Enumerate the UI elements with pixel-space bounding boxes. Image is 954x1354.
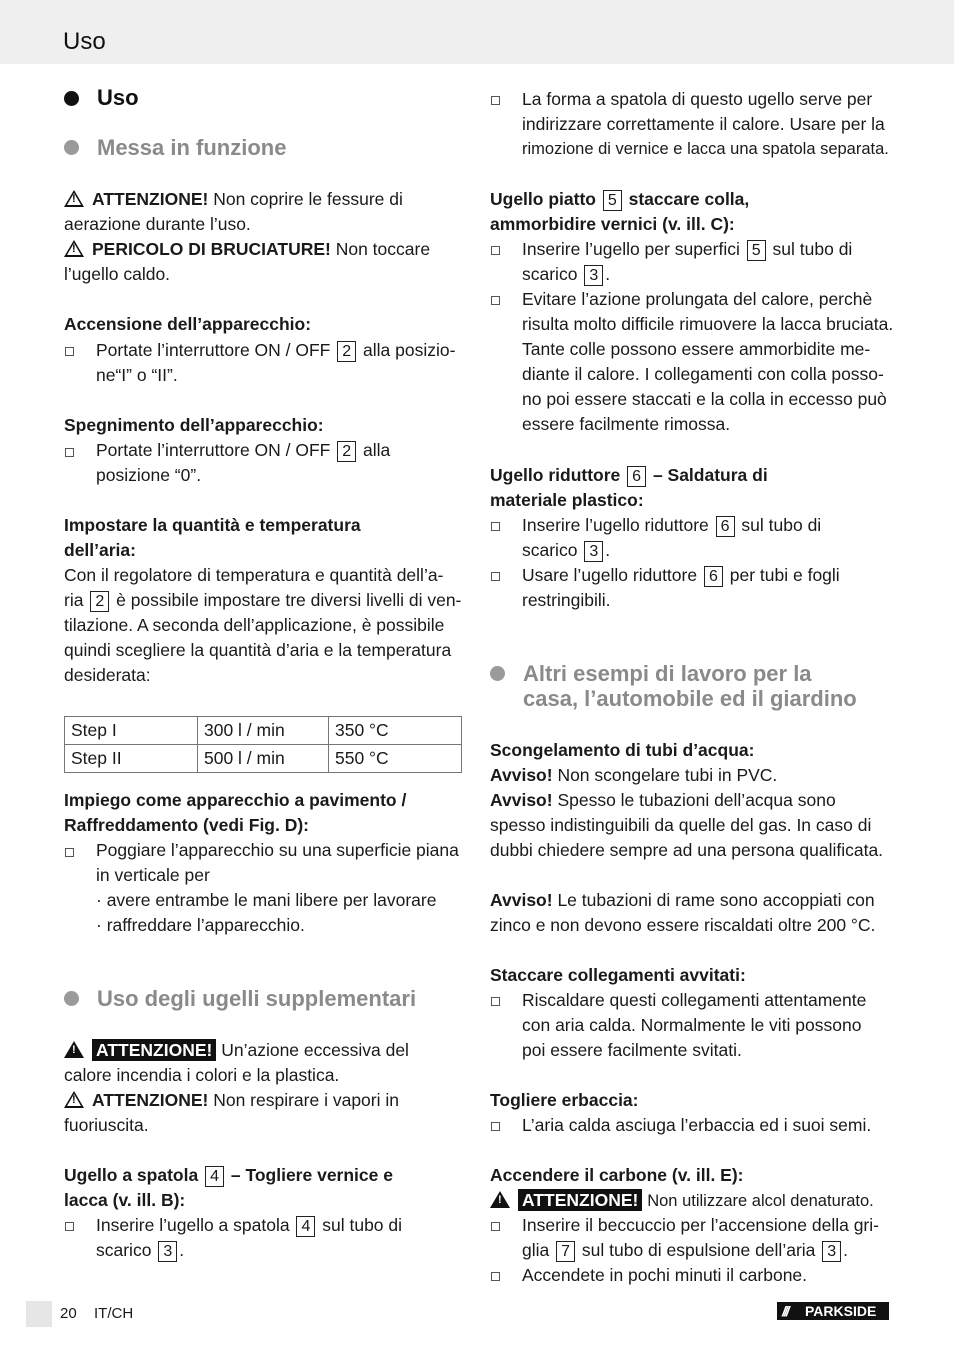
paragraph-line: desiderata: [64,665,151,685]
list-text: rimozione di vernice e lacca una spatola separata. [522,140,889,158]
notice-text: Non scongelare tubi in PVC. [552,765,778,785]
warning-text: Non coprire le fessure di [208,189,403,209]
paragraph-text: ria [64,590,84,610]
list-text: . [843,1240,849,1260]
part-number-box: 7 [556,1241,575,1262]
subheading-spatola [64,1163,393,1188]
notice-text: Le tubazioni di rame sono accoppiati con [552,890,875,910]
list-text: L’aria calda asciuga l’erbaccia ed i suoi semi. [522,1115,872,1135]
warning-paragraph [64,187,403,212]
warning-paragraph [64,1038,409,1063]
table-cell: 350 °C [329,717,462,745]
warning-text: Non utilizzare alcol denaturato. [647,1192,874,1210]
list-text: scarico [522,264,578,284]
warning-label: ATTENZIONE! [92,189,209,209]
air-settings-table [64,716,462,773]
list-text: con aria calda. Normalmente le viti possono [522,1015,862,1035]
list-item [96,1238,184,1263]
warning-text: Un’azione eccessiva del [216,1040,409,1060]
list-text: scarico [96,1240,152,1260]
notice-text: dubbi chiedere sempre ad una persona qualificata. [490,840,884,860]
warning-paragraph [64,1088,399,1113]
warning-triangle-icon: ! [64,1041,84,1058]
list-text: alla posizio- [363,340,456,360]
part-number-box: 2 [90,591,109,612]
list-item [96,1213,402,1238]
list-text: Inserire l’ugello riduttore [522,515,709,535]
list-text: Inserire il beccuccio per l’accensione della gri- [522,1215,879,1235]
subheading-text: – Saldatura di [652,465,768,485]
list-bullet-icon [491,572,500,581]
notice-label: Avviso! [490,890,553,910]
list-text: Portate l’interruttore ON / OFF [96,440,331,460]
brand-logo [777,1302,889,1320]
section-bullet-icon [490,666,505,681]
table-cell: Step II [65,745,198,773]
subheading-impiego: Impiego come apparecchio a pavimento / [64,790,407,810]
page-header [0,0,954,64]
table-row [65,717,462,745]
list-text: La forma a spatola di questo ugello serve per [522,89,873,109]
list-text: sul tubo di [741,515,822,535]
warning-label: ATTENZIONE! [518,1189,642,1211]
list-text: scarico [522,540,578,560]
logo-slashes-icon: /// [782,1303,788,1319]
list-bullet-icon [491,1272,500,1281]
warning-triangle-icon: ! [64,190,84,207]
part-number-box: 3 [584,265,603,286]
list-bullet-icon [65,1222,74,1231]
list-text: Inserire l’ugello per superfici [522,239,740,259]
list-item [96,438,390,463]
section-bullet-icon [64,140,79,155]
heading-messa-in-funzione: Messa in funzione [97,135,287,160]
list-text: in verticale per [96,865,210,885]
list-text: restringibili. [522,590,611,610]
list-text: ne“I” o “II”. [96,365,178,385]
list-item [522,237,852,262]
subheading-spatola: lacca (v. ill. B): [64,1190,186,1210]
list-item [522,513,821,538]
subheading-text: Ugello piatto [490,189,596,209]
paragraph-line: tilazione. A seconda dell’applicazione, è possibile [64,615,445,635]
list-text: · avere entrambe le mani libere per lavorare [96,890,437,910]
subheading-text: Ugello a spatola [64,1165,199,1185]
part-number-box: 3 [822,1241,841,1262]
subheading-riduttore [490,463,768,488]
list-text: . [605,264,611,284]
list-text: risulta molto difficile rimuovere la lacca bruciata. [522,314,894,334]
danger-text: l’ugello caldo. [64,264,171,284]
brand-name: PARKSIDE [805,1303,877,1319]
part-number-box: 3 [158,1241,177,1262]
warning-text: calore incendia i colori e la plastica. [64,1065,340,1085]
section-bullet-icon [64,991,79,1006]
notice-text: Spesso le tubazioni dell’acqua sono [552,790,836,810]
list-bullet-icon [65,448,74,457]
list-text: · raffreddare l’apparecchio. [96,915,305,935]
list-text: Riscaldare questi collegamenti attentamente [522,990,867,1010]
warning-text: Non respirare i vapori in [208,1090,399,1110]
subheading-text: staccare colla, [628,189,750,209]
part-number-box: 6 [704,566,723,587]
section-title-uso: Uso [97,85,139,110]
subheading-accensione: Accensione dell’apparecchio: [64,314,312,334]
subheading-spegnimento: Spegnimento dell’apparecchio: [64,415,324,435]
list-item [522,563,840,588]
part-number-box: 5 [603,190,622,211]
part-number-box: 4 [205,1166,224,1187]
danger-paragraph [64,237,430,262]
subheading-impostare: dell’aria: [64,540,136,560]
list-text: posizione “0”. [96,465,202,485]
list-bullet-icon [491,96,500,105]
list-text: Usare l’ugello riduttore [522,565,698,585]
subheading-scongelamento: Scongelamento di tubi d’acqua: [490,740,755,760]
subheading-piatto: ammorbidire vernici (v. ill. C): [490,214,735,234]
page-number: 20 [60,1305,77,1322]
table-cell: 500 l / min [198,745,329,773]
list-item [522,1238,848,1263]
list-text: . [179,1240,185,1260]
list-item [96,338,455,363]
notice-paragraph [490,763,777,788]
notice-label: Avviso! [490,790,553,810]
list-bullet-icon [491,997,500,1006]
paragraph-line [64,588,461,613]
part-number-box: 5 [747,240,766,261]
page-locale: IT/CH [94,1305,134,1322]
danger-text: Non toccare [330,239,431,259]
table-cell: Step I [65,717,198,745]
warning-paragraph [490,1188,874,1214]
list-bullet-icon [491,1222,500,1231]
part-number-box: 2 [337,341,356,362]
list-bullet-icon [65,848,74,857]
list-text: indirizzare correttamente il calore. Usare per la [522,114,885,134]
subheading-text: Ugello riduttore [490,465,621,485]
notice-paragraph [490,788,836,813]
part-number-box: 6 [627,466,646,487]
warning-label: ATTENZIONE! [92,1039,216,1061]
list-text: alla [363,440,391,460]
paragraph-text: è possibile impostare tre diversi livelli di ven- [116,590,462,610]
notice-text: zinco e non devono essere riscaldati oltre 200 °C. [490,915,876,935]
notice-text: spesso indistinguibili da quelle del gas. In caso di [490,815,872,835]
list-text: poi essere facilmente svitati. [522,1040,742,1060]
list-text: . [605,540,611,560]
list-text: sul tubo di [322,1215,403,1235]
list-item [522,538,610,563]
notice-paragraph [490,888,875,913]
subheading-riduttore: materiale plastico: [490,490,644,510]
list-text: Tante colle possono essere ammorbidite me- [522,339,871,359]
subheading-impiego: Raffreddamento (vedi Fig. D): [64,815,310,835]
part-number-box: 3 [584,541,603,562]
list-text: no poi essere staccati e la colla in eccesso può [522,389,887,409]
list-bullet-icon [491,522,500,531]
list-text: glia [522,1240,550,1260]
list-text: essere facilmente rimossa. [522,414,731,434]
list-text: Poggiare l’apparecchio su una superficie piana [96,840,459,860]
list-text: sul tubo di [772,239,853,259]
list-bullet-icon [491,1122,500,1131]
list-text: Evitare l’azione prolungata del calore, perchè [522,289,873,309]
subheading-text: – Togliere vernice e [230,1165,393,1185]
subheading-erbaccia: Togliere erbaccia: [490,1090,639,1110]
header-title: Uso [63,28,106,55]
list-text: Accendete in pochi minuti il carbone. [522,1265,808,1285]
table-cell: 300 l / min [198,717,329,745]
section-bullet-icon [64,91,79,106]
warning-triangle-icon: ! [64,1091,84,1108]
list-item [522,262,610,287]
part-number-box: 4 [296,1216,315,1237]
paragraph-line: Con il regolatore di temperatura e quantità dell’a- [64,565,444,585]
warning-triangle-icon: ! [490,1191,510,1208]
danger-label: PERICOLO DI BRUCIATURE! [92,239,331,259]
warning-text: aerazione durante l’uso. [64,214,251,234]
paragraph-line: quindi scegliere la quantità d’aria e la temperatura [64,640,452,660]
list-text: Inserire l’ugello a spatola [96,1215,290,1235]
subheading-piatto [490,187,749,212]
warning-text: fuoriuscita. [64,1115,149,1135]
part-number-box: 6 [716,516,735,537]
list-text: diante il calore. I collegamenti con colla posso- [522,364,884,384]
subheading-impostare: Impostare la quantità e temperatura [64,515,361,535]
list-text: sul tubo di espulsione dell’aria [581,1240,816,1260]
warning-label: ATTENZIONE! [92,1090,209,1110]
heading-altri-esempi: casa, l’automobile ed il giardino [523,686,857,711]
list-bullet-icon [491,296,500,305]
warning-triangle-icon: ! [64,240,84,257]
subheading-carbone: Accendere il carbone (v. ill. E): [490,1165,744,1185]
part-number-box: 2 [337,441,356,462]
heading-altri-esempi: Altri esempi di lavoro per la [523,661,812,686]
table-cell: 550 °C [329,745,462,773]
list-bullet-icon [65,347,74,356]
notice-label: Avviso! [490,765,553,785]
list-text: Portate l’interruttore ON / OFF [96,340,331,360]
heading-uso-ugelli: Uso degli ugelli supplementari [97,986,417,1011]
subheading-staccare: Staccare collegamenti avvitati: [490,965,746,985]
list-bullet-icon [491,246,500,255]
table-row [65,745,462,773]
page-tab-marker [26,1301,52,1327]
list-text: per tubi e fogli [729,565,840,585]
